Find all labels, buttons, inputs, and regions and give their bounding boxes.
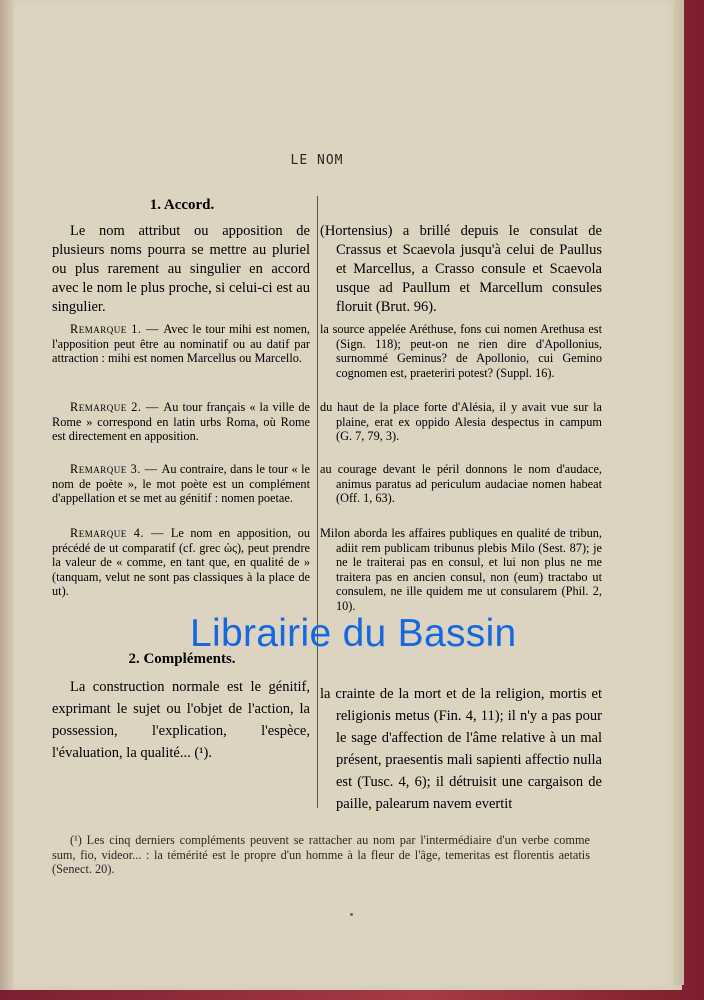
remark-text: Avec le tour mihi est nomen, l'apposition peut être au nominatif ou au datif par attraction : mihi est nomen Marcellus ou Marcello. (52, 322, 310, 365)
remark-label: Remarque 4. — (70, 526, 171, 540)
remark-text: Au tour français « la ville de Rome » correspond en latin urbs Roma, où Rome est directement en apposition. (52, 400, 310, 443)
remark-3-example: au courage devant le péril donnons le nom d'audace, animus paratus ad periculum audaciae nomen habeat (Off. 1, 63). (320, 462, 602, 505)
section2-intro: La construction normale est le génitif, exprimant le sujet ou l'objet de l'action, la possession, l'explication, l'espèce, l'évaluation, la qualité... (¹). (52, 679, 310, 761)
page-speck (350, 913, 353, 916)
section1-heading: 1. Accord. (149, 197, 215, 213)
section1-intro: Le nom attribut ou apposition de plusieurs noms pourra se mettre au pluriel ou plus rarement au singulier en accord avec le nom le plus proche, si celui-ci est au singulier. (52, 223, 310, 315)
watermark-text: Librairie du Bassin (190, 612, 517, 655)
remark-text: Au contraire, dans le tour « le nom de poète », le mot poète est un complément d'appellation et se met au génitif : nomen poetae. (52, 462, 310, 505)
remark-4-example: Milon aborda les affaires publiques en qualité de tribun, adiit rem publicam tribunus plebis Milo (Sest. 87); je ne le traiterai pas en consul, et lui non plus ne me traitera pas en ancien consul, non (eum) tractabo ut consulem, ne ille quidem me ut consularem (Phil. 2, 10). (320, 526, 602, 613)
page-gutter-shadow (0, 0, 14, 990)
section2-heading: 2. Compléments. (128, 651, 236, 667)
remark-1-example: la source appelée Aréthuse, fons cui nomen Arethusa est (Sign. 118); peut-on ne rien dire d'Apollonius, surnommé Geminus? de Apollonio, cui Gemino cognomen est, praeteriri potest? (Suppl. 16). (320, 322, 602, 380)
section2-intro-example: la crainte de la mort et de la religion, mortis et religionis metus (Fin. 4, 11); il n'y a pas pour le sage d'affection de l'âme relative à un mal présent, praesentis mali sapienti affectio nulla est (Tusc. 4, 6); il détruisit une cargaison de paille, palearum navem evertit (320, 686, 602, 812)
page-title: LE NOM (290, 153, 344, 168)
remark-2 (52, 400, 310, 444)
remark-label: Remarque 2. — (70, 400, 164, 414)
remark-3 (52, 462, 310, 506)
remark-2-example: du haut de la place forte d'Alésia, il y avait vue sur la plaine, erat ex oppido Alesia despectus in campum (G. 7, 79, 3). (320, 400, 602, 443)
remark-label: Remarque 3. — (70, 462, 162, 476)
remark-1 (52, 322, 310, 366)
remark-label: Remarque 1. — (70, 322, 164, 336)
remark-4 (52, 526, 310, 599)
column-divider (317, 196, 318, 808)
section1-intro-example: (Hortensius) a brillé depuis le consulat de Crassus et Scaevola jusqu'à celui de Paullus et Marcellus, a Crasso consule et Scaevola usque ad Paullum et Marcellum consules floruit (Brut. 96). (320, 223, 602, 315)
footnote: (¹) Les cinq derniers compléments peuvent se rattacher au nom par l'intermédiaire d'un verbe comme sum, fio, videor... : la témérité est le propre d'un homme à la fleur de l'âge, temeritas est florentis aetatis (Senect. 20). (52, 833, 590, 876)
remark-text: Le nom en apposition, ou précédé de ut comparatif (cf. grec ὡς), peut prendre la valeur de « comme, en tant que, en qualité de » (tanquam, velut ne sont pas classiques à la place de ut). (52, 526, 310, 598)
page-edge (674, 0, 684, 985)
